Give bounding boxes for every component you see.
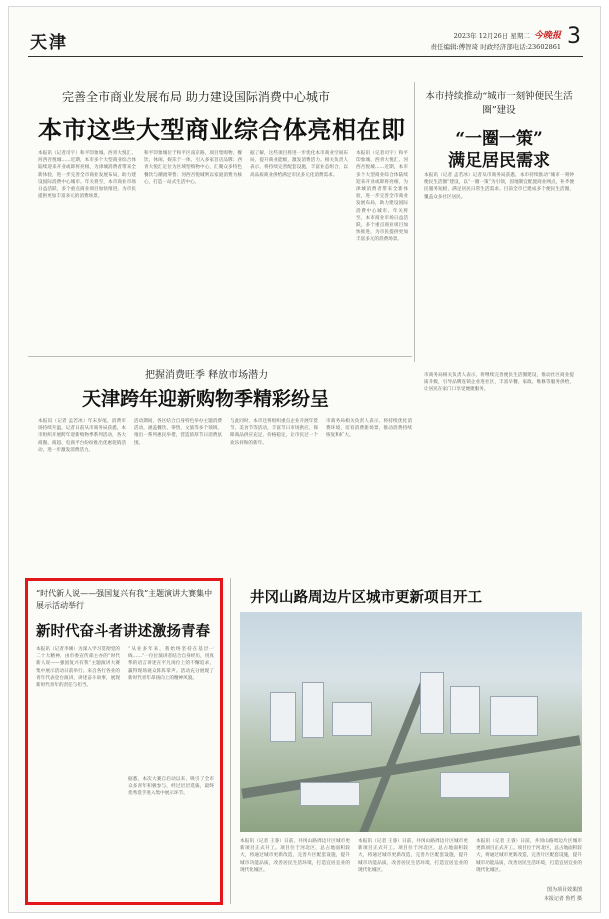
highlight-column-3: 据悉，本次大赛自启动以来，吸引了全市众多青年积极参与，经过层层选拔，最终优秀选手进入集中展示环节。	[128, 777, 214, 797]
project-rendering-image	[240, 612, 582, 832]
photo-credit: 本报记者 鲁哲 摄	[543, 896, 582, 902]
side-column-2: 市商务局相关负责人表示，将继续完善便民生活圈建设，推动社区商业提质升级，引导品牌连锁企业进社区，丰富早餐、家政、维修等服务供给，让居民在家门口享受便捷服务。	[424, 373, 574, 393]
highlight-column-1: 本报讯（记者李刚）为深入学习贯彻党的二十大精神，由市委宣传部主办的“时代新人说——强国复兴有我”主题演讲大赛集中展示活动日前举行。来自各行各业的青年代表登台演讲，讲述奋斗故事，展现新时代青年的责任与担当。	[36, 647, 120, 689]
photo-story-column-2: 本报讯（记者 王睿）日前，井冈山路周边片区城市更新项目正式开工。项目位于河北区，总占地面积较大，将通过城市更新改造，完善片区配套设施，提升城市功能品质，改善居民生活环境，打造宜居宜业的现代化城区。	[358, 839, 468, 873]
side-title-line-2: 满足居民需求	[448, 151, 550, 171]
highlight-column-2: “从业多年来，我始终坚持在基层一线……”一位位演讲者结合自身经历，用真挚的语言讲述在平凡岗位上的不懈追求，赢得现场观众阵阵掌声。活动充分展现了新时代青年昂扬向上的精神风貌。	[128, 647, 214, 681]
highlight-box	[25, 578, 223, 905]
mid-rule	[28, 356, 412, 357]
photo-story-title: 井冈山路周边片区城市更新项目开工	[250, 589, 482, 606]
side-title-line-1: “一圈一策”	[455, 129, 543, 149]
side-kicker: 本市持续推动“城市一刻钟便民生活圈”建设	[425, 91, 573, 116]
lead-kicker: 完善全市商业发展布局 助力建设国际消费中心城市	[62, 90, 330, 104]
column-divider	[414, 82, 415, 362]
lead-column-4: 本报讯（记者司宇）和平印象城、西青大悦汇、河西吾悦城……近期，本市多个大型商业综合体陆续迎来开业或即将亮相，为津城消费者带来全新体验，进一步完善全市商业发展布局，助力建设国际消费中心城市。年关将至，本市商业市场日益活跃，多个重点商业项目加快推进，为市民提供更加丰富多元的消费场景。	[356, 151, 408, 243]
newspaper-logo: 今晚报	[533, 31, 561, 41]
section-title: 天津	[30, 33, 68, 53]
lead-column-1: 本报讯（记者司宇）和平印象城、西青大悦汇、河西吾悦城……近期，本市多个大型商业综合体陆续迎来开业或即将亮相，为津城消费者带来全新体验，进一步完善全市商业发展布局，助力建设国际消费中心城市。年关将至，本市商业市场日益活跃，多个重点商业项目加快推进，为市民提供更加丰富多元的消费场景。	[38, 151, 136, 200]
mid-column-3: 与此同时，本市还将组织重点企业开展年货节、美食节等活动，丰富节日市场供应，保障商品供应充足、价格稳定，让市民过一个欢乐祥和的新年。	[230, 419, 318, 446]
mid-column-4: 市商务局相关负责人表示，将持续优化消费环境，培育消费新场景，推动消费持续恢复和扩大。	[326, 419, 412, 439]
photo-story-column-1: 本报讯（记者 王睿）日前，井冈山路周边片区城市更新项目正式开工。项目位于河北区，总占地面积较大，将通过城市更新改造，完善片区配套设施，提升城市功能品质，改善居民生活环境，打造宜居宜业的现代化城区。	[240, 839, 350, 873]
mid-kicker: 把握消费旺季 释放市场潜力	[145, 370, 269, 381]
date-line: 2023年 12月26日 星期二	[453, 32, 530, 40]
masthead-rule	[28, 56, 583, 57]
masthead-meta	[430, 30, 561, 52]
photo-story-column-3: 本报讯（记者 王睿）日前，井冈山路周边片区城市更新项目正式开工。项目位于河北区，总占地面积较大，将通过城市更新改造，完善片区配套设施，提升城市功能品质，改善居民生活环境，打造宜居宜业的现代化城区。	[476, 839, 582, 873]
column-divider-2	[230, 578, 231, 904]
page-number: 3	[567, 24, 581, 49]
highlight-kicker: “时代新人说——强国复兴有我”主题演讲大赛集中展示活动举行	[36, 589, 213, 610]
side-column-1: 本报讯（记者 孟若冰）记者从市商务局获悉，本市持续推动“城市一刻钟便民生活圈”建设，以“一圈一策”为引领，因地制宜配置商业网点，补齐便民服务短板，满足居民日常生活需求。目前全市已建成多个便民生活圈，覆盖众多社区居民。	[424, 173, 574, 200]
lead-column-2: 和平印象城位于和平区南京路，项目集购物、餐饮、休闲、娱乐于一体，引入多家首店品牌；西青大悦汇定位为区域型购物中心，汇聚众多特色餐饮与潮流零售；河西吾悦城则以家庭消费为核心，打造一站式生活中心。	[144, 151, 242, 185]
mid-title: 天津跨年迎新购物季精彩纷呈	[82, 388, 330, 410]
highlight-title: 新时代奋斗者讲述激扬青春	[36, 623, 210, 640]
lead-column-3: 据了解，这些项目将进一步优化本市商业空间布局，提升商业能级，激发消费活力。相关负责人表示，将持续完善配套设施，丰富业态组合，以高品质商业供给满足市民多元化消费需求。	[250, 151, 348, 178]
photo-caption: 图为项目效果图	[546, 887, 582, 893]
editor-line: 责任编辑:傅智琦 时政经济部电话:23602861	[430, 42, 561, 51]
mid-column-2: 活动期间，各区结合自身特色举办主题消费活动，涵盖餐饮、零售、文旅等多个领域，推出一系列惠民举措，营造浓厚节日消费氛围。	[134, 419, 222, 446]
lead-title: 本市这些大型商业综合体亮相在即	[38, 115, 406, 144]
mid-column-1: 本报讯（记者 孟若冰）年末岁尾，消费市场持续升温。记者日前从市商务局获悉，本市组织开展跨年迎新购物季系列活动，各大商圈、商超、电商平台纷纷推出优惠促销活动，进一步激发消费活力。	[38, 419, 126, 453]
